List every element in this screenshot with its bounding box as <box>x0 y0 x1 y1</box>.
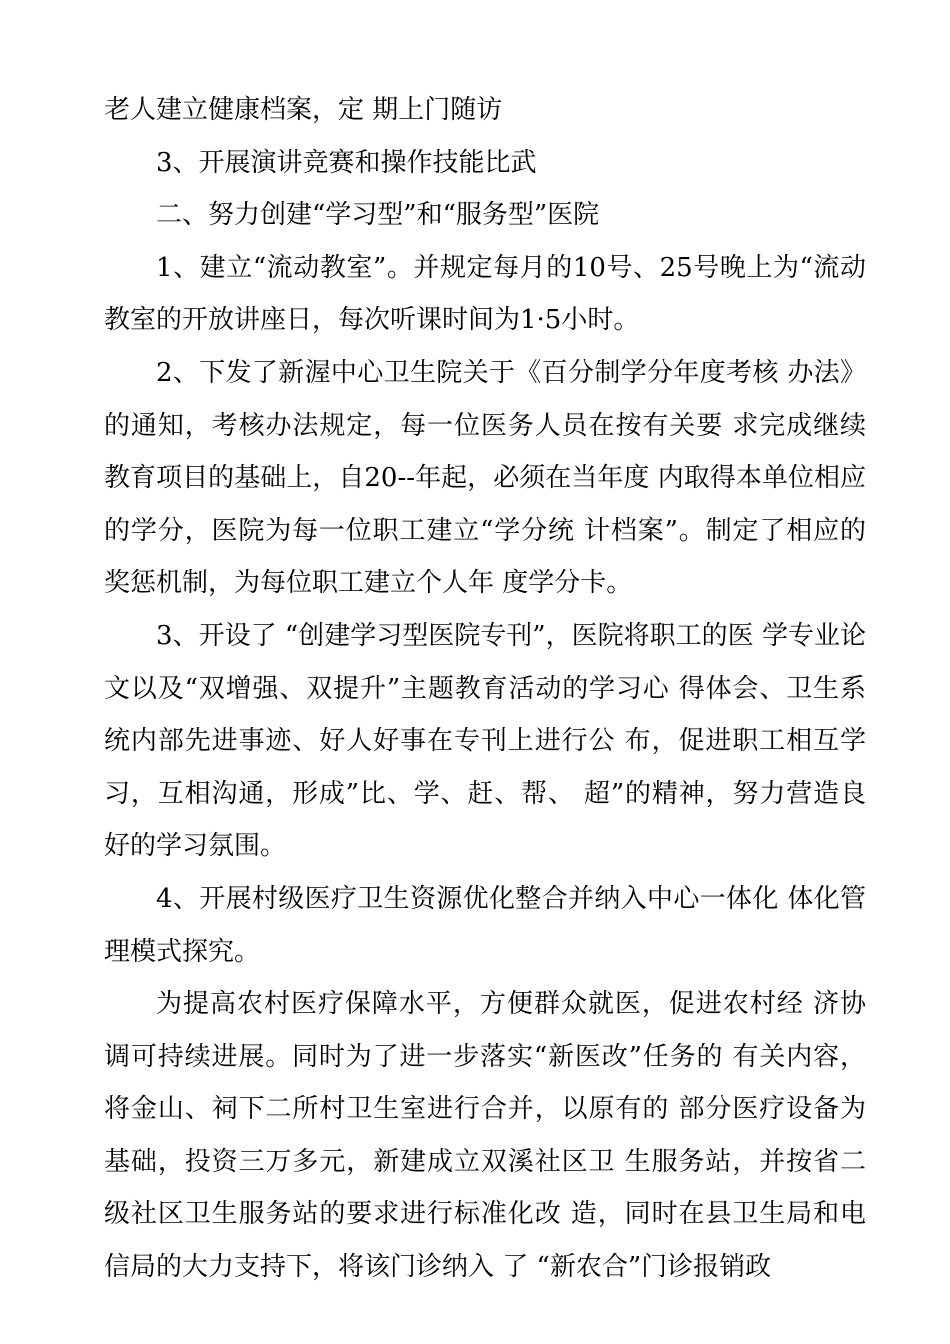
paragraph-2: 3、开展演讲竞赛和操作技能比武 <box>156 147 537 178</box>
paragraph-5: 2、下发了新渥中心卫生院关于《百分制学分年度考核 办法》的通知，考核办法规定，每一位医务人员在按有关要 求完成继续教育项目的基础上，自20--年起，必须在当年度 内取得本单位相应的学分，医院为每一位职工建立“学分统 计档案”。制定了相应的奖惩机制，为每位职工建立个人年 度学分卡。 <box>104 357 866 599</box>
paragraph-4: 1、建立“流动教室”。并规定每月的10号、25号晚上为“流动教室的开放讲座日，每次听课时间为1·5小时。 <box>104 252 866 336</box>
paragraph-1: 老人建立健康档案，定 期上门随访 <box>104 95 503 125</box>
section-heading: 二、努力创建“学习型”和“服务型”医院 <box>156 200 600 231</box>
paragraph-8: 为提高农村医疗保障水平，方便群众就医，促进农村经 济协调可持续进展。同时为了进一步落实“新医改”任务的 有关内容，将金山、祠下二所村卫生室进行合并，以原有的 部分医疗设备为基础，投资三万多元，新建成立双溪社区卫 生服务站，并按省二级社区卫生服务站的要求进行标准化改 造，同时在县卫生局和电信局的大力支持下，将该门诊纳入 了 “新农合”门诊报销政 <box>104 989 866 1283</box>
paragraph-6: 3、开设了 “创建学习型医院专刊”，医院将职工的医 学专业论文以及“双增强、双提升”主题教育活动的学习心 得体会、卫生系统内部先进事迹、好人好事在专刊上进行公 布，促进职工相互学习，互相沟通，形成”比、学、赶、帮、 超”的精神，努力营造良好的学习氛围。 <box>104 620 866 862</box>
document-page <box>104 84 866 1294</box>
paragraph-7: 4、开展村级医疗卫生资源优化整合并纳入中心一体化 体化管理模式探究。 <box>104 883 866 967</box>
